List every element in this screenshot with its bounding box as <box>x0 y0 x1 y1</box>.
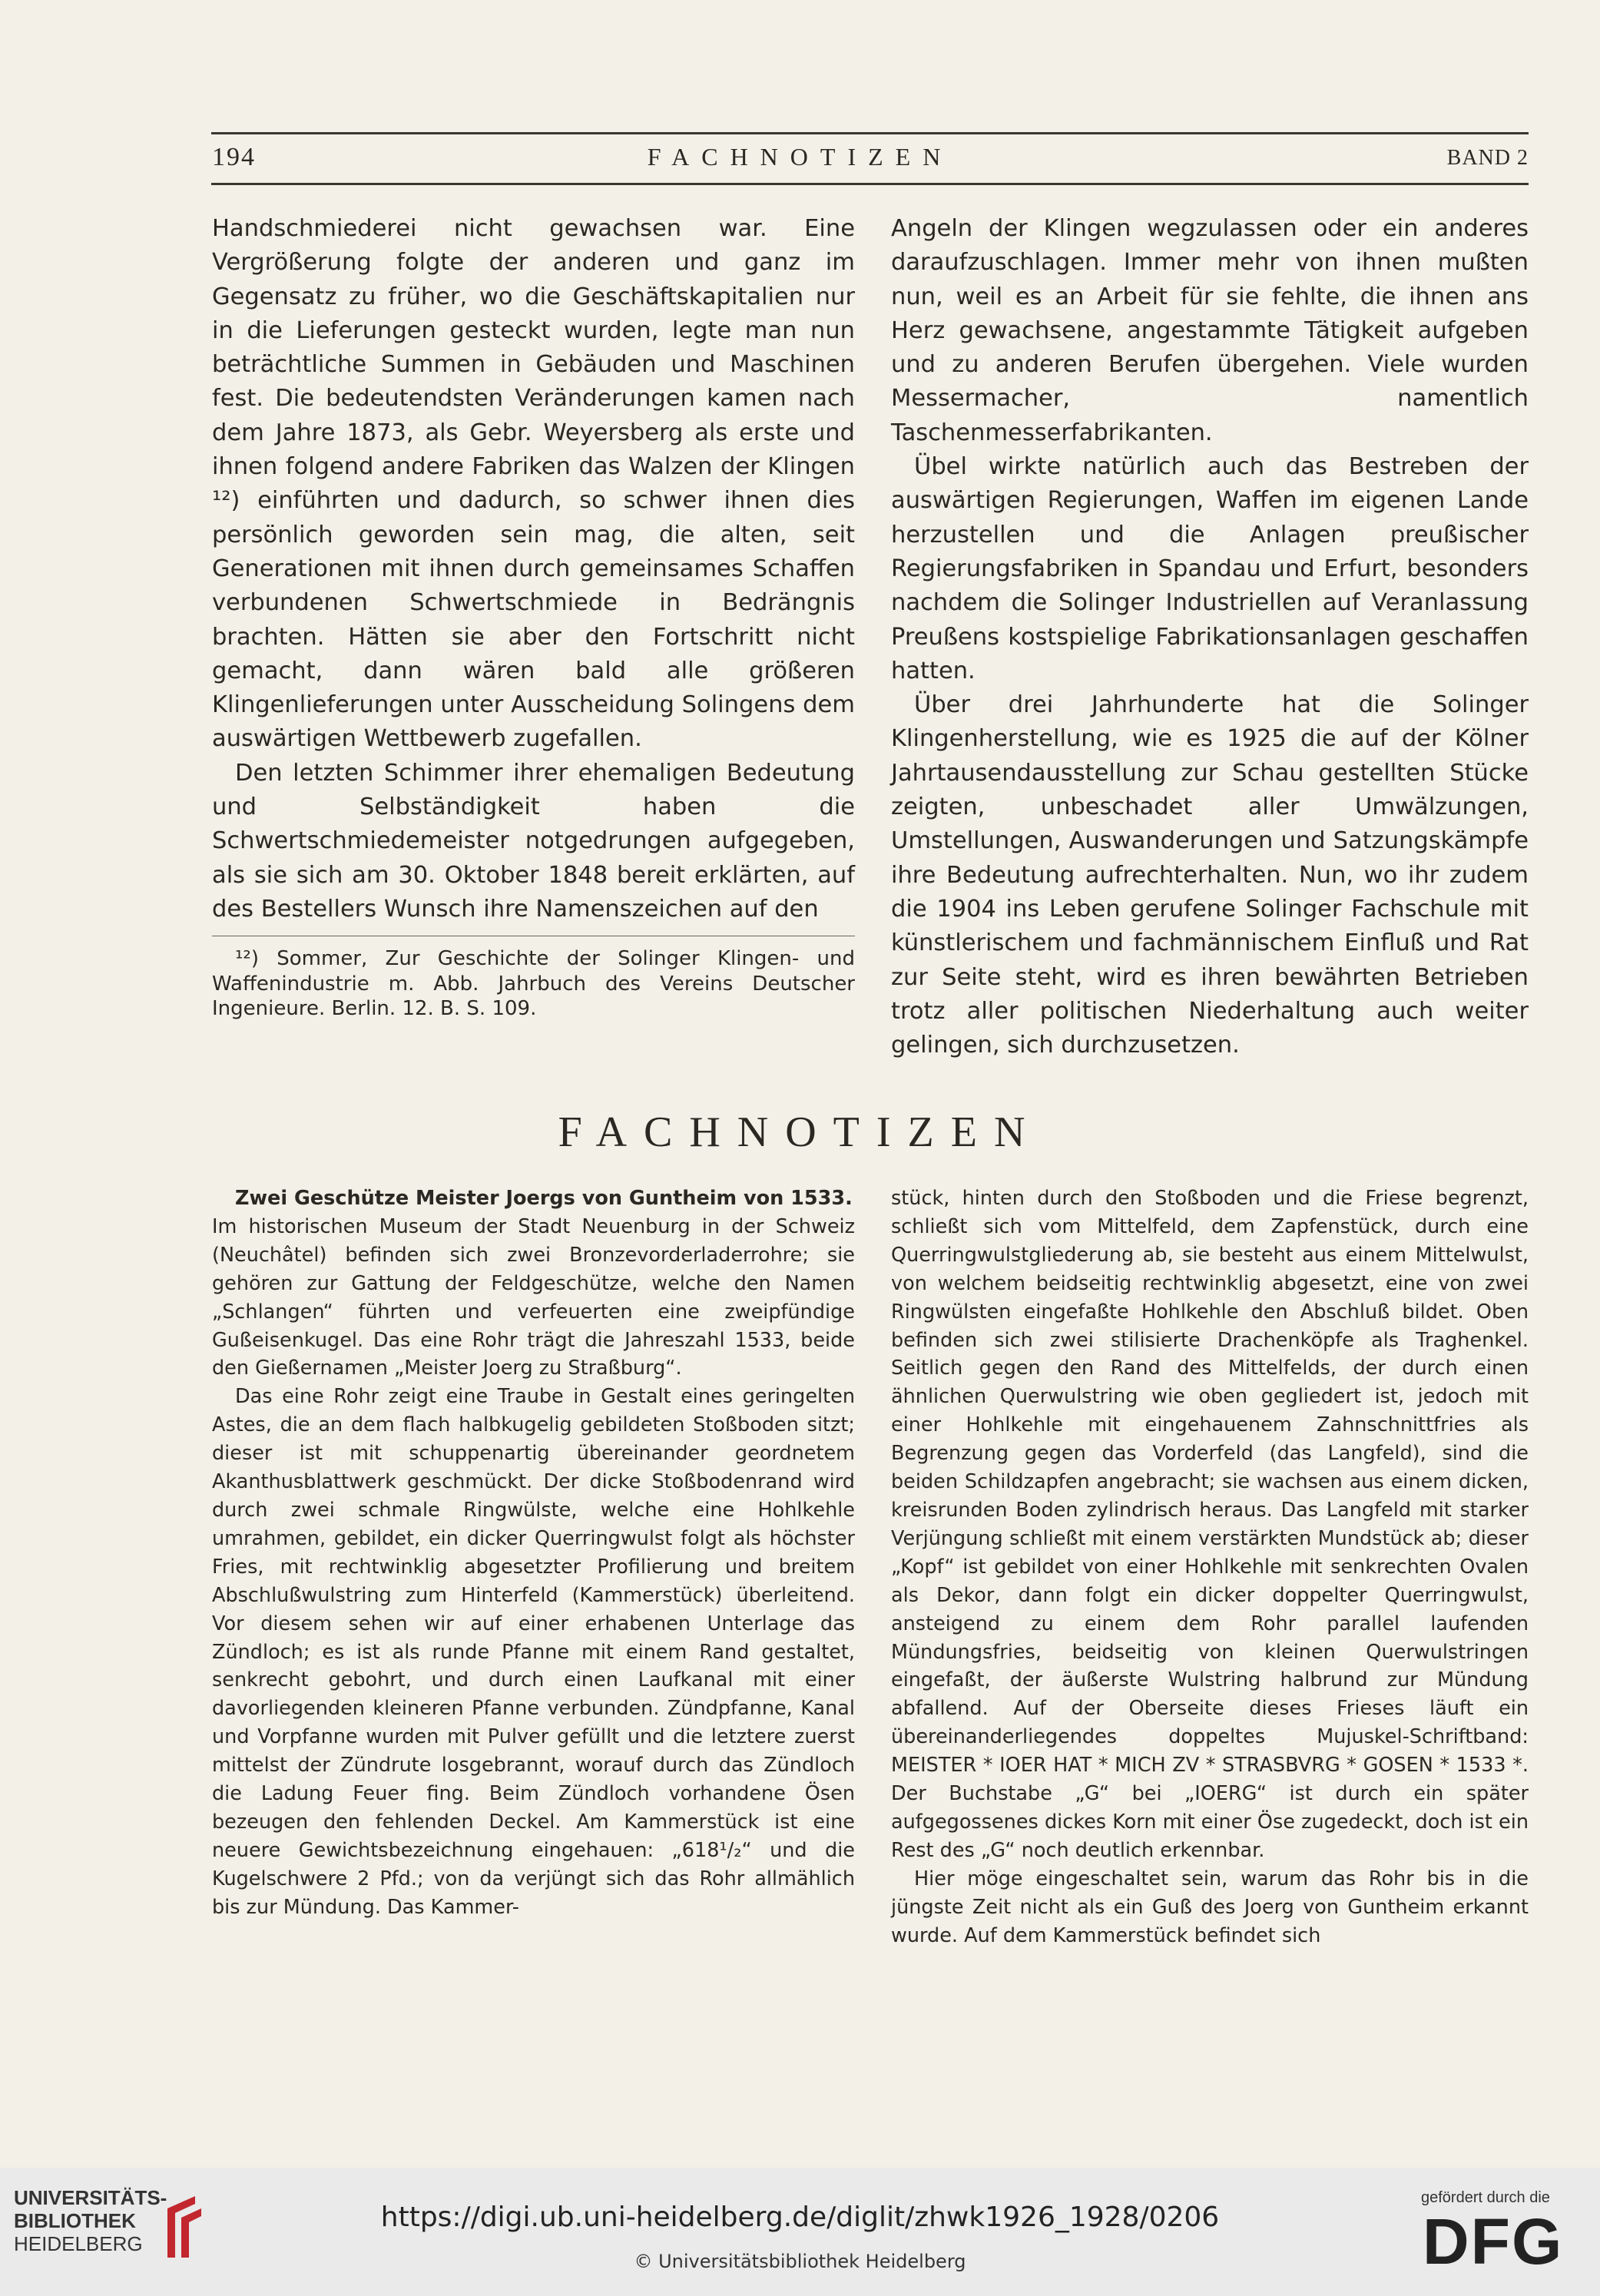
header-bottom-rule <box>211 183 1529 185</box>
library-name-line: HEIDELBERG <box>14 2232 143 2255</box>
footnote <box>212 946 855 1022</box>
bottom-right-column <box>891 1184 1529 1950</box>
copyright-notice: © Universitätsbibliothek Heidelberg <box>634 2251 966 2272</box>
paragraph: Das eine Rohr zeigt eine Traube in Gestalt eines geringelten Astes, die an dem flach halbkugelig gebildeten Stoßboden sitzt; dieser ist mit schuppenartig übereinander geordnetem Akanthusblattwerk geschmückt. Der dicke Stoßbodenrand wird durch zwei schmale Ringwülste, welche eine Hohlkehle umrahmen, gebildet, ein dicker Querringwulst folgt als höchster Fries, mit rechtwinklig abgesetzter Profilierung und breitem Abschlußwulstring zum Hinterfeld (Kammerstück) überleitend. Vor diesem sehen wir auf einer erhabenen Unterlage das Zündloch; es ist als runde Pfanne mit einem Rand gestaltet, senkrecht gebohrt, und durch einen Laufkanal mit einer davorliegenden kleineren Pfanne verbunden. Zündpfanne, Kanal und Vorpfanne wurden mit Pulver gefüllt und die letztere zuerst mittelst der Zündrute losgebrannt, worauf durch das Zündloch die Ladung Feuer fing. Beim Zündloch vorhandene Ösen bezeugen den fehlenden Deckel. Am Kammerstück ist eine neuere Gewichtsbezeichnung eingehauen: „618¹/₂“ und die Kugelschwere 2 Pfd.; von da verjüngt sich das Rohr allmählich bis zur Mündung. Das Kammer- <box>212 1385 855 1919</box>
section-title: FACHNOTIZEN <box>558 1108 1042 1156</box>
footnote-text: ¹²) Sommer, Zur Geschichte der Solinger Klingen- und Waffenindustrie m. Abb. Jahrbuch des Vereins Deutscher Ingenieure. Berlin. 12. B. S. 109. <box>212 947 855 1020</box>
paragraph: Übel wirkte natürlich auch das Bestreben der auswärtigen Regierungen, Waffen im eigenen Lande herzustellen und die Anlagen preußischer Regierungsfabriken in Spandau und Erfurt, besonders nachdem die Solinger Industriellen auf Veranlassung Preußens kostspielige Fabrikationsanlagen geschaffen hatten. <box>891 453 1529 684</box>
paragraph: Angeln der Klingen wegzulassen oder ein anderes daraufzuschlagen. Immer mehr von ihnen mußten nun, weil es an Arbeit für sie fehlte, die ihnen ans Herz gewachsene, angestammte Tätigkeit aufgeben und zu anderen Berufen übergehen. Viele wurden Messermacher, namentlich Taschenmesserfabrikanten. <box>891 215 1529 446</box>
paragraph: Den letzten Schimmer ihrer ehemaligen Bedeutung und Selbständigkeit haben die Schwertschmiedemeister notgedrungen aufgegeben, als sie sich am 30. Oktober 1848 bereit erklärten, auf des Bestellers Wunsch ihre Namenszeichen auf den <box>212 759 855 923</box>
top-right-column <box>891 212 1529 1062</box>
running-title: FACHNOTIZEN <box>647 143 953 171</box>
page-number: 194 <box>212 143 256 171</box>
library-name-line: UNIVERSITÄTS- <box>14 2186 167 2209</box>
header-top-rule <box>211 132 1529 134</box>
top-left-column <box>212 212 855 926</box>
paragraph: Über drei Jahrhunderte hat die Solinger Klingenherstellung, wie es 1925 die auf der Kölner Jahrtausendausstellung zur Schau gestellten Stücke zeigten, unbeschadet aller Umwälzungen, Umstellungen, Auswanderungen und Satzungskämpfe ihre Bedeutung aufrechterhalten. Nun, wo ihr zudem die 1904 ins Leben gerufene Solinger Fachschule mit künstlerischem und fachmännischem Einfluß und Rat zur Seite steht, wird es ihren bewährten Betrieben trotz aller politischen Niederhaltung auch weiter gelingen, sich durchzusetzen. <box>891 691 1529 1059</box>
dfg-logo[interactable]: DFG <box>1423 2205 1564 2278</box>
library-name-line: BIBLIOTHEK <box>14 2209 136 2232</box>
funding-label: gefördert durch die <box>1421 2189 1550 2206</box>
permalink-url[interactable]: https://digi.ub.uni-heidelberg.de/diglit/zhwk1926_1928/0206 <box>380 2202 1220 2233</box>
bottom-left-column <box>212 1184 855 1922</box>
paragraph: Hier möge eingeschaltet sein, warum das Rohr bis in die jüngste Zeit nicht als ein Guß des Joerg von Guntheim erkannt wurde. Auf dem Kammerstück befindet sich <box>891 1867 1529 1947</box>
paragraph: Handschmiederei nicht gewachsen war. Eine Vergrößerung folgte der anderen und ganz im Gegensatz zu früher, wo die Geschäftskapitalien nur in die Lieferungen gesteckt wurden, legte man nun beträchtliche Summen in Gebäuden und Maschinen fest. Die bedeutendsten Veränderungen kamen nach dem Jahre 1873, als Gebr. Weyersberg als erste und ihnen folgend andere Fabriken das Walzen der Klingen ¹²) einführten und dadurch, so schwer ihnen dies persönlich geworden sein mag, die alten, seit Generationen mit ihnen durch gemeinsames Schaffen verbundenen Schwertschmiede in Bedrängnis brachten. Hätten sie aber den Fortschritt nicht gemacht, dann wären bald alle größeren Klingenlieferungen unter Ausscheidung Solingens dem auswärtigen Wettbewerb zugefallen. <box>212 215 855 753</box>
paragraph: stück, hinten durch den Stoßboden und die Friese begrenzt, schließt sich vom Mittelfeld, dem Zapfenstück, durch eine Querringwulstgliederung ab, sie besteht aus einem Mittelwulst, von welchem beidseitig rechtwinklig abgesetzt, eine von zwei Ringwülsten eingefaßte Hohlkehle den Abschluß bildet. Oben befinden sich zwei stilisierte Drachenköpfe als Traghenkel. Seitlich gegen den Rand des Mittelfelds, der durch einen ähnlichen Querwulstring wie oben gegliedert ist, jedoch mit einer Hohlkehle mit eingehauenem Zahnschnittfries als Begrenzung gegen das Vorderfeld (das Langfeld), sind die beiden Schildzapfen angebracht; sie wachsen aus einem dicken, kreisrunden Boden zylindrisch heraus. Das Langfeld mit starker Verjüngung schließt mit einem verstärkten Mundstück ab; dieser „Kopf“ ist gebildet von einer Hohlkehle mit senkrechten Ovalen als Dekor, dann folgt ein dicker doppelter Querringwulst, ansteigend zu einem dem Rohr parallel laufenden Mündungsfries, beidseitig von kleinen Querwulstringen eingefaßt, der äußerste Wulstring halbrund zur Mündung abfallend. Auf der Oberseite dieses Frieses läuft ein übereinanderliegendes doppeltes Mujuskel-Schriftband: MEISTER * IOER HAT * MICH ZV * STRASBVRG * GOSEN * 1533 *. Der Buchstabe „G“ bei „IOERG“ ist durch ein später aufgegossenes dickes Korn mit einer Öse zugedeckt, doch ist ein Rest des „G“ noch deutlich erkennbar. <box>891 1187 1529 1862</box>
article-heading: Zwei Geschütze Meister Joergs von Guntheim von 1533. <box>235 1187 853 1210</box>
volume-label: BAND 2 <box>1446 146 1529 170</box>
paragraph: Im historischen Museum der Stadt Neuenburg in der Schweiz (Neuchâtel) befinden sich zwei Bronzevorderladerrohre; sie gehören zur Gattung der Feldgeschütze, welche den Namen „Schlangen“ führten und verfeuerten eine zweipfündige Gußeisenkugel. Das eine Rohr trägt die Jahreszahl 1533, beide den Gießernamen „Meister Joerg zu Straßburg“. <box>212 1214 855 1380</box>
